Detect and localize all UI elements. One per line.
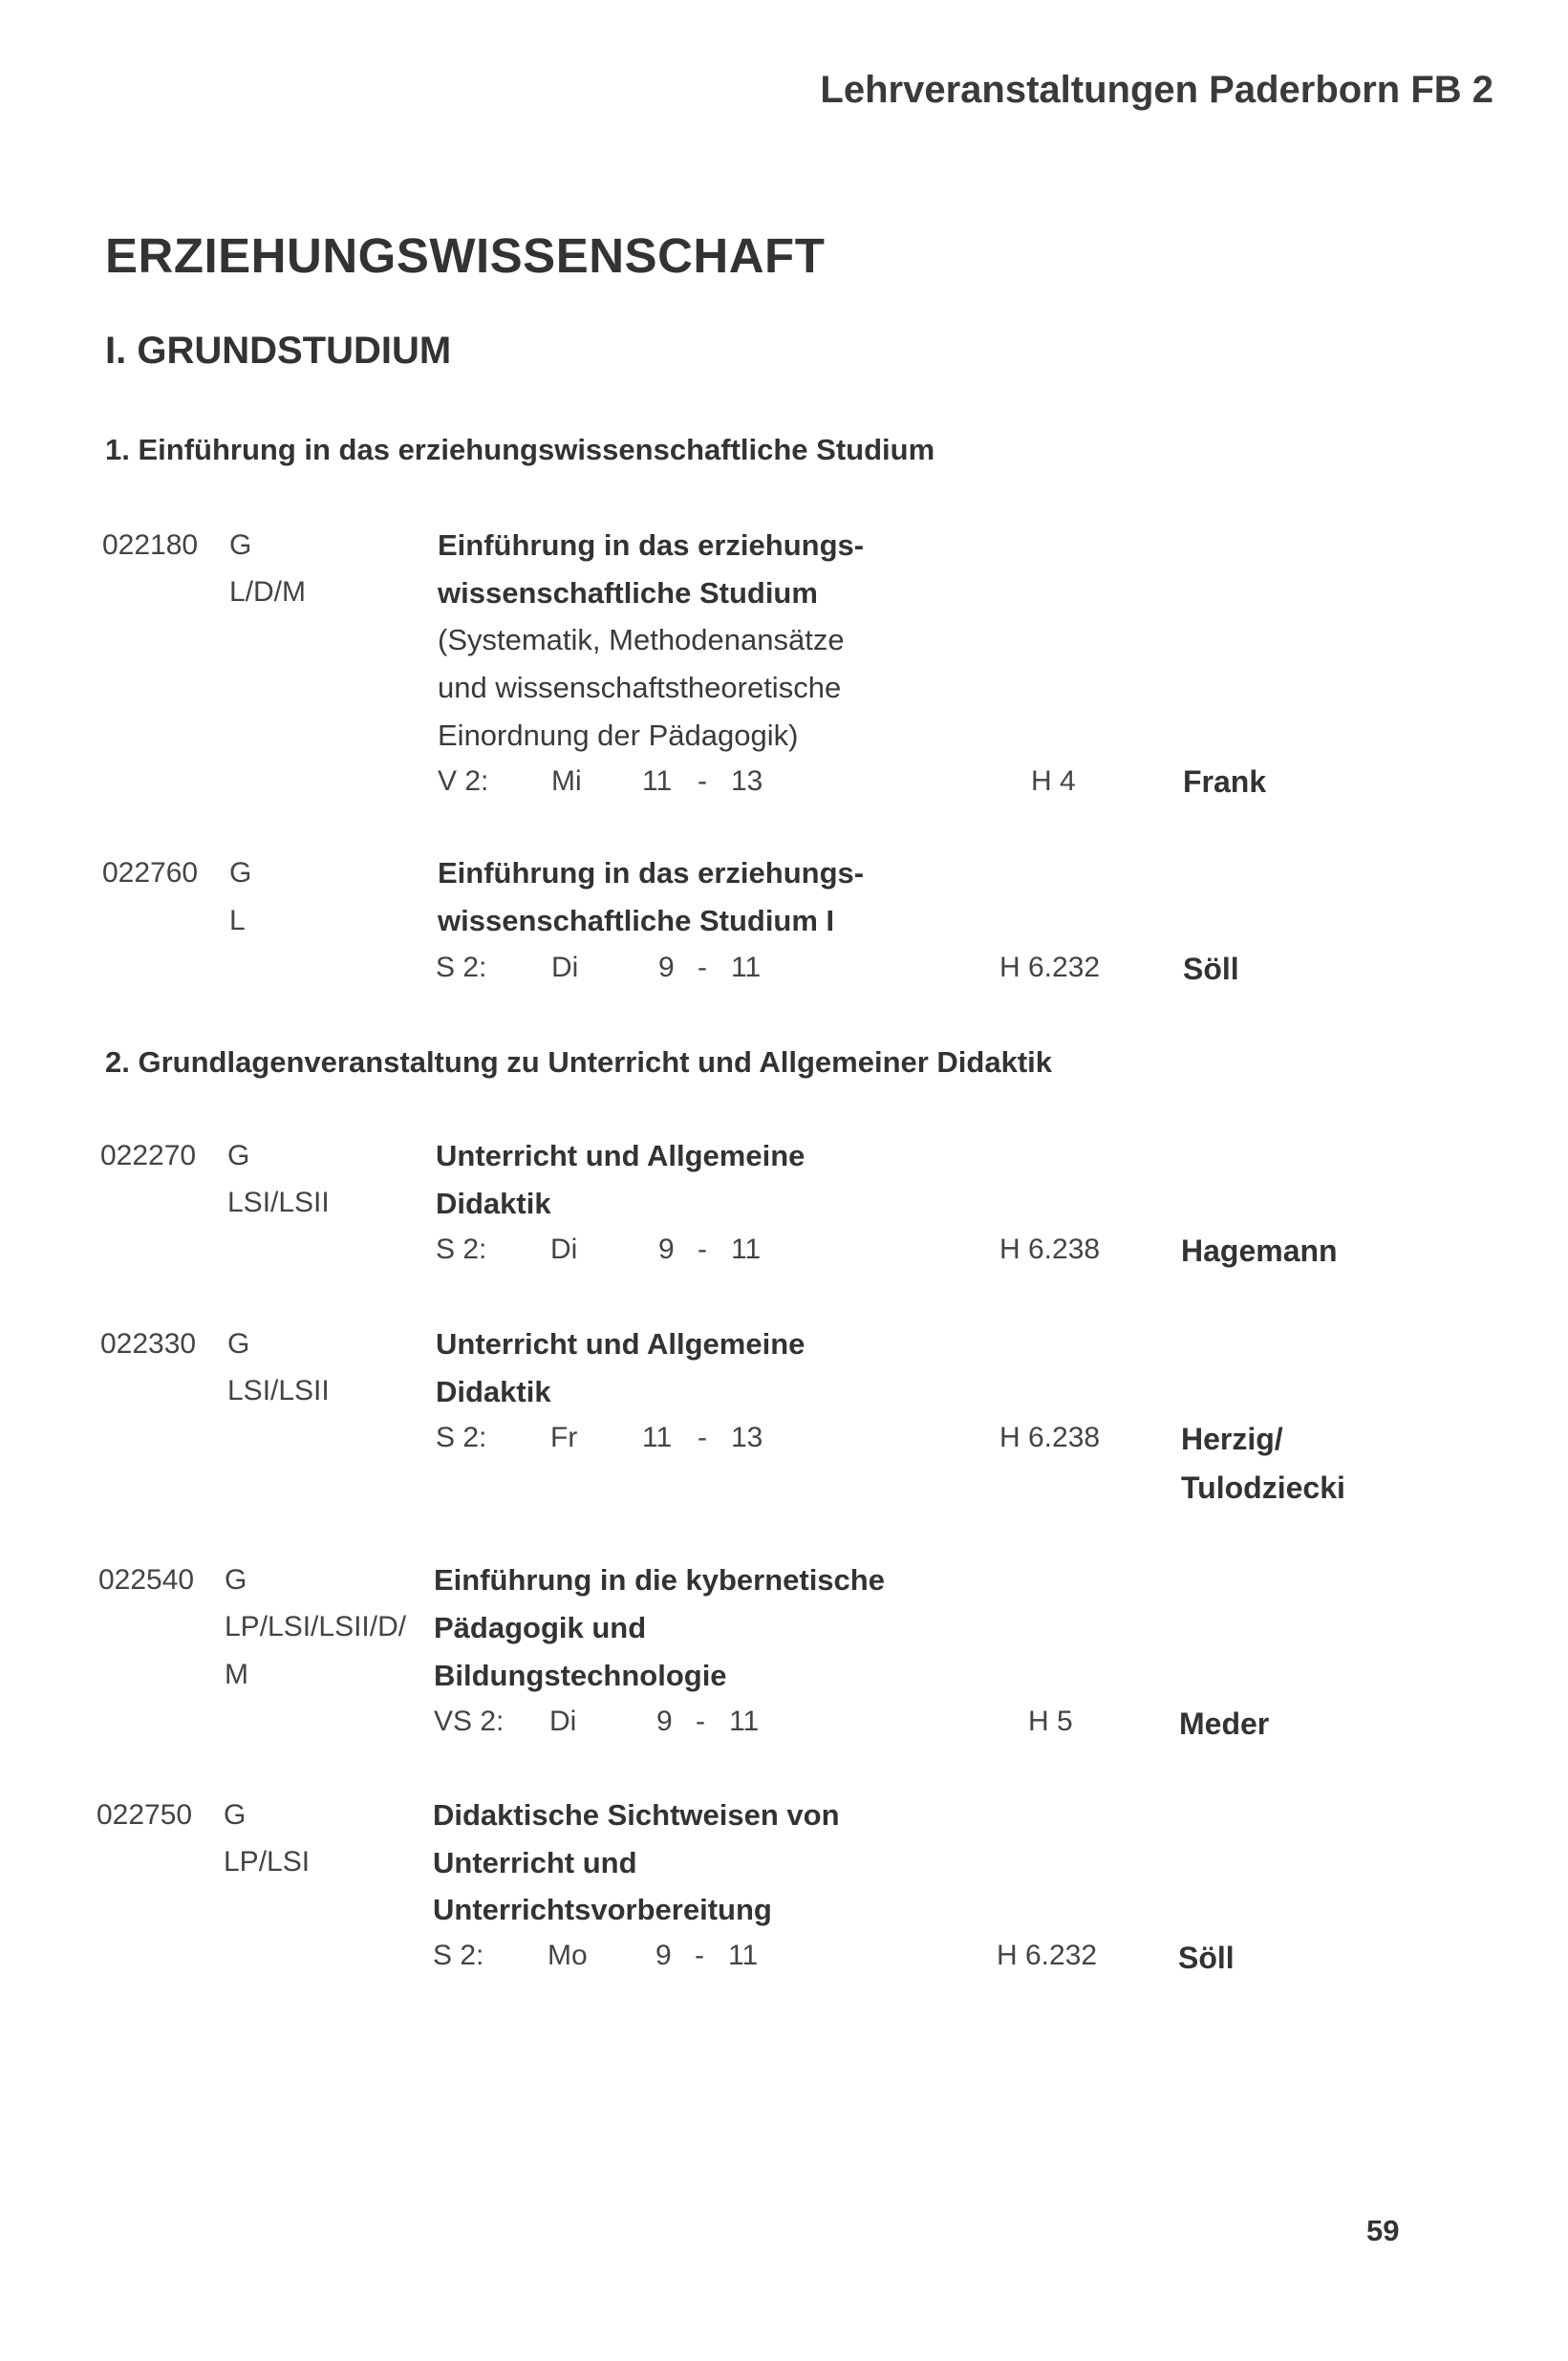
course-time-to: 13 bbox=[731, 765, 763, 797]
course-time-to: 11 bbox=[731, 1234, 762, 1265]
course-title-line: Einführung in die kybernetische bbox=[434, 1563, 885, 1597]
course-title-line: Didaktische Sichtweisen von bbox=[433, 1798, 840, 1832]
course-time-dash: - bbox=[698, 765, 707, 797]
course-description-line: (Systematik, Methodenansätze bbox=[438, 623, 845, 656]
page-number: 59 bbox=[1366, 2214, 1400, 2247]
course-time-from: 11 bbox=[642, 1422, 673, 1453]
course-number: 022270 bbox=[100, 1140, 197, 1171]
course-title-line: Einführung in das erziehungs- bbox=[438, 528, 865, 562]
course-room: H 5 bbox=[1028, 1706, 1073, 1737]
course-title-line: Bildungstechnologie bbox=[434, 1659, 727, 1692]
subheading-2: 2. Grundlagenveranstaltung zu Unterricht und Allgemeiner Didaktik bbox=[105, 1045, 1053, 1079]
course-day: Di bbox=[550, 1234, 578, 1265]
course-level: G bbox=[224, 1799, 247, 1831]
course-description-line: und wissenschaftstheoretische bbox=[438, 671, 842, 704]
subheading-1: 1. Einführung in das erziehungswissenschaftliche Studium bbox=[105, 433, 935, 466]
course-instructor: Tulodziecki bbox=[1181, 1470, 1345, 1505]
course-instructor: Hagemann bbox=[1181, 1234, 1338, 1268]
course-time-dash: - bbox=[698, 952, 707, 983]
course-title-line: Unterricht und Allgemeine bbox=[436, 1139, 805, 1172]
course-category: LSI/LSII bbox=[227, 1375, 330, 1406]
course-day: Fr bbox=[550, 1422, 578, 1453]
course-category: LP/LSI/LSII/D/ bbox=[225, 1611, 407, 1642]
course-time-dash: - bbox=[698, 1422, 707, 1453]
course-category: L/D/M bbox=[229, 576, 307, 608]
course-level: G bbox=[229, 529, 252, 561]
course-title-line: Pädagogik und bbox=[434, 1611, 647, 1644]
course-day: Di bbox=[549, 1706, 577, 1737]
course-number: 022750 bbox=[97, 1799, 193, 1831]
course-time-to: 11 bbox=[731, 952, 762, 983]
course-title-line: wissenschaftliche Studium bbox=[438, 576, 818, 610]
course-title-line: Unterrichtsvorbereitung bbox=[433, 1893, 772, 1926]
course-title-line: Didaktik bbox=[436, 1375, 551, 1408]
course-time-from: 9 bbox=[658, 952, 675, 983]
course-category: LSI/LSII bbox=[227, 1187, 330, 1218]
course-time-from: 9 bbox=[655, 1940, 672, 1971]
course-title-line: Einführung in das erziehungs- bbox=[438, 856, 865, 890]
course-level: G bbox=[225, 1564, 247, 1596]
course-description-line: Einordnung der Pädagogik) bbox=[438, 719, 799, 752]
course-instructor: Söll bbox=[1183, 952, 1239, 986]
course-time-dash: - bbox=[698, 1234, 707, 1265]
course-form: VS 2: bbox=[434, 1706, 505, 1737]
course-number: 022330 bbox=[100, 1328, 197, 1360]
part-title: I. GRUNDSTUDIUM bbox=[105, 330, 452, 372]
course-day: Mi bbox=[551, 765, 582, 797]
course-instructor: Söll bbox=[1178, 1941, 1235, 1975]
course-title-line: Unterricht und Allgemeine bbox=[436, 1327, 805, 1361]
course-category: LP/LSI bbox=[224, 1846, 311, 1878]
course-title-line: Didaktik bbox=[436, 1187, 551, 1220]
course-form: S 2: bbox=[436, 952, 487, 983]
course-number: 022540 bbox=[98, 1564, 195, 1596]
course-category: M bbox=[225, 1659, 248, 1690]
course-room: H 6.232 bbox=[997, 1940, 1098, 1971]
course-number: 022180 bbox=[102, 529, 199, 561]
course-category: L bbox=[229, 905, 246, 936]
course-time-dash: - bbox=[696, 1706, 705, 1737]
course-form: S 2: bbox=[436, 1422, 487, 1453]
course-room: H 6.238 bbox=[999, 1422, 1101, 1453]
course-day: Mo bbox=[548, 1940, 588, 1971]
course-time-to: 13 bbox=[731, 1422, 763, 1453]
course-instructor: Herzig/ bbox=[1181, 1422, 1283, 1456]
running-header: Lehrveranstaltungen Paderborn FB 2 bbox=[820, 69, 1493, 111]
course-room: H 6.232 bbox=[999, 952, 1101, 983]
course-form: S 2: bbox=[433, 1940, 484, 1971]
course-form: S 2: bbox=[436, 1234, 487, 1265]
course-level: G bbox=[227, 1140, 250, 1171]
course-time-dash: - bbox=[695, 1940, 704, 1971]
course-title-line: wissenschaftliche Studium I bbox=[438, 904, 835, 937]
course-time-from: 9 bbox=[658, 1234, 675, 1265]
course-level: G bbox=[229, 857, 252, 889]
course-form: V 2: bbox=[438, 765, 489, 797]
course-time-from: 9 bbox=[656, 1706, 673, 1737]
course-room: H 4 bbox=[1031, 765, 1076, 797]
course-time-from: 11 bbox=[642, 765, 673, 797]
course-level: G bbox=[227, 1328, 250, 1360]
course-number: 022760 bbox=[102, 857, 199, 889]
course-instructor: Meder bbox=[1179, 1706, 1270, 1741]
course-day: Di bbox=[551, 952, 579, 983]
course-time-to: 11 bbox=[728, 1940, 759, 1971]
course-room: H 6.238 bbox=[999, 1234, 1101, 1265]
course-time-to: 11 bbox=[729, 1706, 760, 1737]
section-title: ERZIEHUNGSWISSENSCHAFT bbox=[105, 228, 826, 283]
course-instructor: Frank bbox=[1183, 764, 1267, 799]
course-title-line: Unterricht und bbox=[433, 1846, 637, 1879]
